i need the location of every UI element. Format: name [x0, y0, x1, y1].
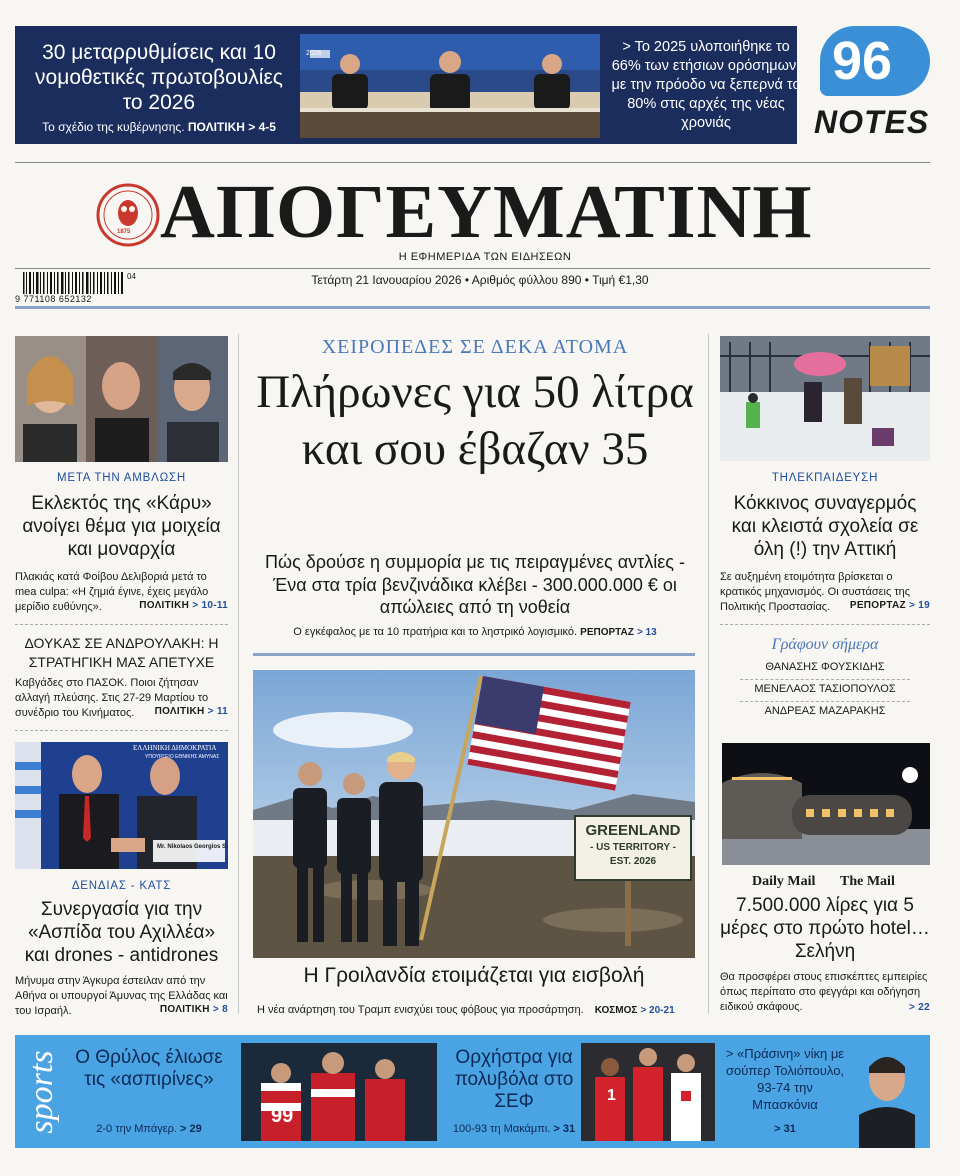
barcode-issue: 04	[127, 272, 136, 281]
story-body: Μήνυμα στην Άγκυρα έστειλαν από την Αθήνα οι υπουργοί Άμυνας της Ελλάδας και του Ισραήλ.	[15, 975, 228, 1017]
masthead-title[interactable]: ΑΠΟΓΕΥΜΑΤΙΝΗ	[160, 170, 813, 254]
sports-sub	[447, 1123, 581, 1135]
sports-headline[interactable]: Ο Θρύλος έλιωσε τις «ασπιρίνες»	[75, 1047, 223, 1090]
story-body: Θα προσφέρει στους επισκέπτες εμπειρίες όπως περίπατο στο φεγγάρι και οδήγηση ειδικού σκάφους.	[720, 971, 928, 1013]
barcode	[15, 272, 140, 304]
radio-notes: NOTES	[814, 104, 930, 140]
dendias-katz-photo	[15, 742, 228, 869]
photo-label: 2026	[306, 50, 322, 57]
sports-headline[interactable]: > «Πράσινη» νίκη με σούπερ Τολιόπουλο, 93-74 την Μπασκόνια	[725, 1046, 845, 1112]
masthead-blue-rule	[15, 306, 930, 309]
sign-line-2: - US TERRITORY -	[590, 842, 676, 853]
seal-year: 1875	[117, 229, 131, 235]
ref-pages: > 19	[909, 600, 930, 611]
sign-line-1: GREENLAND	[585, 822, 681, 839]
lead-kicker: ΧΕΙΡΟΠΕΔΕΣ ΣΕ ΔΕΚΑ ΑΤΟΜΑ	[321, 336, 629, 358]
ref-section: ΚΟΣΜΟΣ	[594, 1005, 638, 1016]
banner-ref: ΠΟΛΙΤΙΚΗ	[187, 120, 245, 134]
story-body: Καβγάδες στο ΠΑΣΟΚ. Ποιοι ζήτησαν αλλαγή πλεύσης. Στις 27-29 Μαρτίου το συνέδριο του Κινήματος.	[15, 677, 209, 719]
banner-right-text: > Το 2025 υλοποιήθηκε το 66% των ετήσιων ορόσημων, με την πρόοδο να ξεπερνά το 80% στις αρχές της νέας χρονιάς	[611, 39, 801, 131]
ref-section: ΡΕΠΟΡΤΑΖ	[580, 627, 634, 638]
divider	[740, 679, 910, 680]
cabinet-photo	[300, 34, 600, 138]
masthead-bottom-rule	[15, 268, 930, 269]
sports-label-text: sports	[23, 1050, 60, 1134]
caption-text: Ο εγκέφαλος με τα 10 πρατήρια και το ληστρικό λογισμικό.	[293, 626, 578, 638]
divider	[740, 701, 910, 702]
sports-sub	[723, 1123, 847, 1135]
story-kicker: ΔΕΝΔΙΑΣ - ΚΑΤΣ	[71, 880, 172, 892]
moon-hotel-photo	[722, 743, 930, 865]
radio-fm: fm	[910, 68, 925, 82]
daily-mail-logo: Daily Mail	[752, 874, 816, 889]
column-divider-left	[238, 334, 239, 1014]
ref-pages: > 13	[636, 627, 657, 638]
olympiacos-basketball-photo	[581, 1043, 715, 1141]
story-ref[interactable]	[15, 600, 228, 611]
ref-section: ΠΟΛΙΤΙΚΗ	[159, 1004, 210, 1015]
banner-sub-text: Το σχέδιο της κυβέρνησης.	[42, 120, 185, 134]
divider	[720, 624, 930, 625]
ref-pages: > 20-21	[640, 1005, 675, 1016]
radio-96-logo[interactable]	[812, 26, 950, 144]
writer-name[interactable]: ΜΕΝΕΛΑΟΣ ΤΑΣΙΟΠΟΥΛΟΣ	[754, 683, 896, 695]
lead-deck: Πώς δρούσε η συμμορία με τις πειραγμένες αντλίες - Ένα στα τρία βενζινάδικα κλέβει - 300.000.000 € οι απώλειες από τη νοθεία	[265, 552, 685, 617]
photo-caption[interactable]	[257, 1004, 693, 1016]
story-headline[interactable]: Κόκκινος συναγερμός και κλειστά σχολεία σε όλη (!) την Αττική	[731, 493, 919, 560]
story-headline[interactable]: ΔΟΥΚΑΣ ΣΕ ΑΝΔΡΟΥΛΑΚΗ: Η ΣΤΡΑΤΗΓΙΚΗ ΜΑΣ ΑΠΕΤΥΧΕ	[24, 635, 219, 670]
writer-name[interactable]: ΘΑΝΑΣΗΣ ΦΟΥΣΚΙΔΗΣ	[765, 661, 885, 673]
banner-subline	[23, 120, 295, 134]
ref-pages: > 31	[553, 1123, 576, 1135]
top-banner[interactable]	[15, 26, 801, 144]
masthead-top-rule	[15, 162, 930, 163]
ref-pages: > 11	[207, 706, 228, 717]
sports-strip[interactable]	[15, 1035, 930, 1148]
ref-pages: > 10-11	[192, 600, 228, 611]
story-body: Σε αυξημένη ετοιμότητα βρίσκεται ο κρατικός μηχανισμός. Οι συστάσεις της Πολιτικής Προστασίας.	[720, 571, 911, 613]
politicians-photo	[15, 336, 228, 462]
ref-section: ΡΕΠΟΡΤΑΖ	[849, 600, 906, 611]
story-kicker: ΤΗΛΕΚΠΑΙΔΕΥΣΗ	[771, 472, 879, 484]
ref-pages: > 29	[180, 1123, 202, 1135]
photo-nameplate: Mr. Nikolaos Georgios S.	[157, 844, 228, 850]
the-mail-logo: The Mail	[840, 874, 895, 889]
sign-line-3: EST. 2026	[609, 856, 657, 867]
lead-headline[interactable]: Πλήρωνες για 50 λίτρα και σου έβαζαν 35	[256, 366, 694, 475]
story-kicker: ΜΕΤΑ ΤΗΝ ΑΜΒΛΩΣΗ	[56, 472, 187, 484]
caption-text: Η νέα ανάρτηση του Τραμπ ενισχύει τους φόβους για προσάρτηση.	[257, 1004, 584, 1016]
photo-banner-sub: ΥΠΟΥΡΓΕΙΟ ΕΘΝΙΚΗΣ ΑΜΥΝΑΣ	[145, 754, 220, 760]
story-ref[interactable]	[15, 1004, 228, 1015]
ref-pages: > 31	[774, 1123, 796, 1135]
lead-rule	[253, 653, 695, 656]
sports-label	[25, 1035, 59, 1148]
ref-pages: > 22	[909, 1002, 930, 1013]
story-ref[interactable]	[720, 600, 930, 611]
writer-name[interactable]: ΑΝΔΡΕΑΣ ΜΑΖΑΡΑΚΗΣ	[764, 705, 886, 717]
panathinaikos-player-photo	[849, 1043, 925, 1148]
ref-pages: > 8	[212, 1004, 228, 1015]
banner-headline: 30 μεταρρυθμίσεις και 10 νομοθετικές πρωτοβουλίες το 2026	[35, 41, 283, 114]
story-headline[interactable]: Συνεργασία για την «Ασπίδα του Αχιλλέα» και drones - antidrones	[24, 899, 219, 966]
story-ref[interactable]	[15, 706, 228, 717]
olympiacos-football-photo	[241, 1043, 437, 1141]
photo-headline[interactable]: Η Γροιλανδία ετοιμάζεται για εισβολή	[303, 964, 645, 987]
owl-seal-logo	[96, 183, 160, 247]
greenland-photo	[253, 670, 695, 958]
story-headline[interactable]: Εκλεκτός της «Κάρυ» ανοίγει θέμα για μοιχεία και μοναρχία	[22, 493, 221, 560]
sports-headline[interactable]: Ορχήστρα για πολυβόλα στο ΣΕΦ	[454, 1047, 574, 1112]
banner-pages: > 4-5	[248, 120, 276, 134]
barcode-number: 9 771108 652132	[15, 294, 92, 304]
masthead-tagline: Η ΕΦΗΜΕΡΙΔΑ ΤΩΝ ΕΙΔΗΣΕΩΝ	[398, 251, 572, 263]
story-headline[interactable]: 7.500.000 λίρες για 5 μέρες στο πρώτο hotel… Σελήνη	[720, 895, 930, 962]
sports-score: 2-0 την Μπάγερ.	[96, 1123, 177, 1135]
jersey-number: 1	[607, 1087, 616, 1104]
column-divider-right	[708, 334, 709, 1014]
photo-banner-text: ΕΛΛΗΝΙΚΗ ΔΗΜΟΚΡΑΤΙΑ	[133, 744, 217, 752]
story-ref[interactable]	[720, 1002, 930, 1013]
sports-score: 100-93 τη Μακάμπι.	[452, 1123, 551, 1135]
snow-photo	[720, 336, 930, 461]
divider	[15, 624, 228, 625]
ref-section: ΠΟΛΙΤΙΚΗ	[139, 600, 190, 611]
story-body: Πλακιάς κατά Φοίβου Δελιβοριά μετά το mea culpa: «Η ζημιά έγινε, έχεις μεγάλο μερίδιο ευθύνης».	[15, 571, 209, 613]
radio-number: 96	[832, 31, 893, 91]
writers-heading: Γράφουν σήμερα	[771, 636, 879, 653]
sports-sub	[69, 1123, 229, 1135]
issue-line: Τετάρτη 21 Ιανουαρίου 2026 • Αριθμός φύλλου 890 • Τιμή €1,30	[311, 273, 649, 287]
ref-section: ΠΟΛΙΤΙΚΗ	[154, 706, 205, 717]
divider	[15, 730, 228, 731]
jersey-number: 99	[271, 1105, 294, 1127]
lead-caption[interactable]	[260, 626, 690, 638]
